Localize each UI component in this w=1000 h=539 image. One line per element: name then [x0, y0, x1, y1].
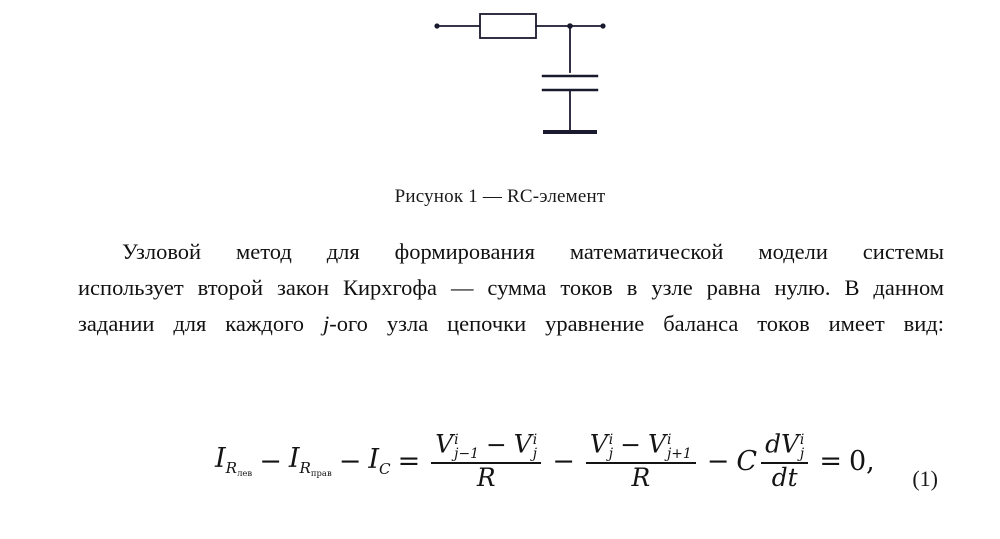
paragraph-line-1-text: Узловой метод для формирования математической модели системы	[122, 239, 944, 264]
v-1-indices	[454, 433, 479, 461]
fraction-1	[431, 429, 541, 492]
v-symbol-1: V	[435, 429, 454, 459]
i-symbol-3: I	[368, 443, 380, 475]
v-4-superscript: i	[666, 431, 672, 448]
term-i-c	[368, 443, 391, 478]
minus-operator-4: −	[706, 445, 730, 477]
v-2-subscript: j	[532, 446, 538, 463]
fraction-3-numerator	[761, 429, 808, 463]
minus-operator-2: −	[338, 445, 362, 477]
r-symbol-1: R	[225, 458, 238, 477]
i-subscript-c: C	[379, 459, 391, 478]
equals-operator-1: =	[397, 445, 421, 477]
equation-1	[215, 429, 875, 520]
v-symbol-4: V	[648, 429, 666, 459]
equation-number: (1)	[912, 466, 938, 491]
terminal-dot-left	[434, 23, 439, 28]
fraction-3	[761, 429, 808, 492]
paragraph-line-1	[78, 234, 944, 270]
paragraph-line-3-part-1: задании для каждого	[78, 311, 323, 336]
figure-caption: Рисунок 1 — RC-элемент	[394, 186, 606, 207]
v-3-indices	[609, 433, 613, 461]
paragraph-line-2: использует второй закон Кирхгофа — сумма токов в узле равна нулю. В данном	[78, 275, 944, 300]
equation-block	[0, 429, 1000, 522]
paragraph-line-3-part-2: -ого узла цепочки уравнение баланса токов имеет вид:	[329, 311, 945, 336]
fraction-2-numerator	[586, 429, 696, 463]
v-5-subscript: j	[799, 446, 805, 463]
v-5-indices	[800, 433, 804, 461]
fraction-2	[586, 429, 696, 492]
numerator-2-minus: −	[620, 429, 642, 459]
differential-d-1: d	[765, 429, 781, 459]
minus-operator-1: −	[259, 445, 282, 477]
fraction-3-denominator: dt	[771, 462, 798, 492]
v-3-subscript: j	[608, 446, 614, 463]
v-symbol-5: V	[780, 429, 799, 459]
v-4-subscript: j+1	[666, 446, 692, 463]
v-2-superscript: i	[532, 431, 538, 448]
figure-block	[0, 0, 1000, 165]
equals-operator-2: =	[819, 445, 842, 477]
r-subscript-prav: прав	[310, 468, 332, 479]
equation-row	[215, 429, 875, 492]
v-5-superscript: i	[799, 431, 805, 448]
r-subscript-lev: лев	[237, 468, 253, 479]
i-subscript-r-2	[299, 458, 332, 479]
rc-schematic-svg	[425, 8, 625, 148]
rc-element-schematic	[425, 8, 625, 148]
node-dot	[567, 23, 573, 29]
fraction-2-denominator: R	[631, 462, 651, 492]
minus-operator-3: −	[552, 445, 575, 477]
capacitance-coefficient: C	[736, 445, 758, 477]
fraction-1-denominator: R	[476, 462, 496, 492]
i-subscript-r-1	[225, 458, 253, 479]
body-paragraph	[78, 234, 944, 342]
v-4-indices	[667, 433, 692, 461]
i-symbol-2: I	[288, 443, 300, 475]
term-i-r-prav	[289, 445, 332, 477]
paragraph-line-3	[78, 306, 944, 342]
term-i-r-lev	[215, 445, 252, 477]
v-3-superscript: i	[608, 431, 614, 448]
resistor-symbol	[480, 14, 536, 38]
terminal-dot-right	[600, 23, 605, 28]
r-symbol-2: R	[299, 458, 311, 477]
v-1-superscript: i	[454, 431, 459, 448]
v-symbol-3: V	[589, 429, 608, 459]
i-symbol-1: I	[215, 443, 226, 475]
numerator-1-minus: −	[485, 429, 507, 459]
fraction-1-numerator	[431, 429, 541, 463]
zero-term: 0,	[848, 445, 875, 477]
v-2-indices	[533, 433, 537, 461]
variable-j-italic: j	[322, 311, 330, 336]
v-symbol-2: V	[513, 429, 532, 459]
v-1-subscript: j−1	[454, 446, 479, 463]
